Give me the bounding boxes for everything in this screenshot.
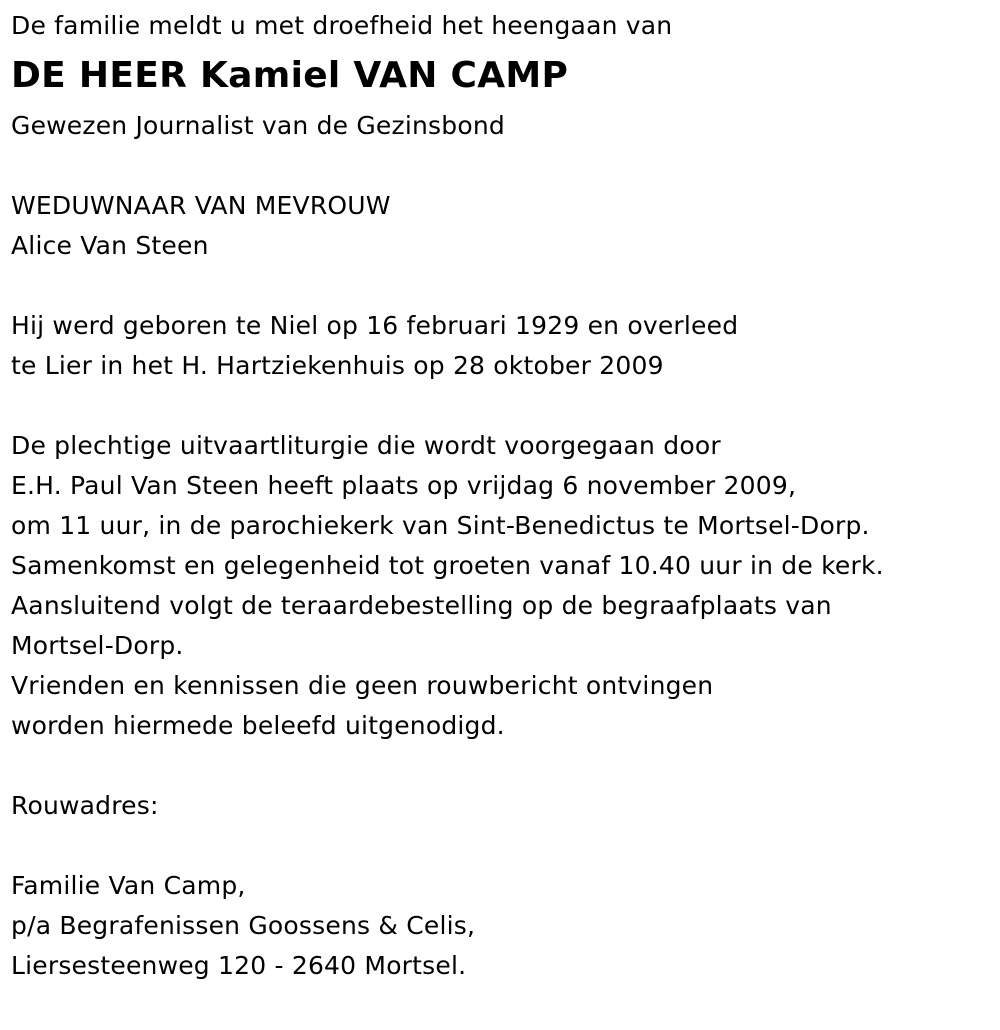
spouse-name: Alice Van Steen: [11, 231, 209, 260]
address-line: Familie Van Camp,: [11, 871, 246, 900]
birth-death-line-2: te Lier in het H. Hartziekenhuis op 28 oktober 2009: [11, 351, 664, 380]
spacer: [11, 746, 991, 786]
birth-death-line-1: Hij werd geboren te Niel op 16 februari 1929 en overleed: [11, 311, 739, 340]
spouse-heading: WEDUWNAAR VAN MEVROUW: [11, 191, 391, 220]
spacer: [11, 266, 991, 306]
funeral-line: Samenkomst en gelegenheid tot groeten vanaf 10.40 uur in de kerk.: [11, 551, 884, 580]
deceased-name: DE HEER Kamiel VAN CAMP: [11, 55, 569, 96]
intro-text: De familie meldt u met droefheid het heengaan van: [11, 11, 673, 40]
funeral-line: worden hiermede beleefd uitgenodigd.: [11, 711, 505, 740]
spacer: [11, 386, 991, 426]
occupation-text: Gewezen Journalist van de Gezinsbond: [11, 111, 505, 140]
funeral-line: Aansluitend volgt de teraardebestelling op de begraafplaats van: [11, 591, 832, 620]
address-line: p/a Begrafenissen Goossens & Celis,: [11, 911, 476, 940]
funeral-line: E.H. Paul Van Steen heeft plaats op vrijdag 6 november 2009,: [11, 471, 797, 500]
funeral-line: Vrienden en kennissen die geen rouwbericht ontvingen: [11, 671, 714, 700]
funeral-line: Mortsel-Dorp.: [11, 631, 184, 660]
death-notice: [11, 0, 991, 986]
spacer: [11, 146, 991, 186]
funeral-line: De plechtige uitvaartliturgie die wordt voorgegaan door: [11, 431, 721, 460]
funeral-line: om 11 uur, in de parochiekerk van Sint-Benedictus te Mortsel-Dorp.: [11, 511, 870, 540]
address-label: Rouwadres:: [11, 791, 159, 820]
address-line: Liersesteenweg 120 - 2640 Mortsel.: [11, 951, 467, 980]
spacer: [11, 826, 991, 866]
